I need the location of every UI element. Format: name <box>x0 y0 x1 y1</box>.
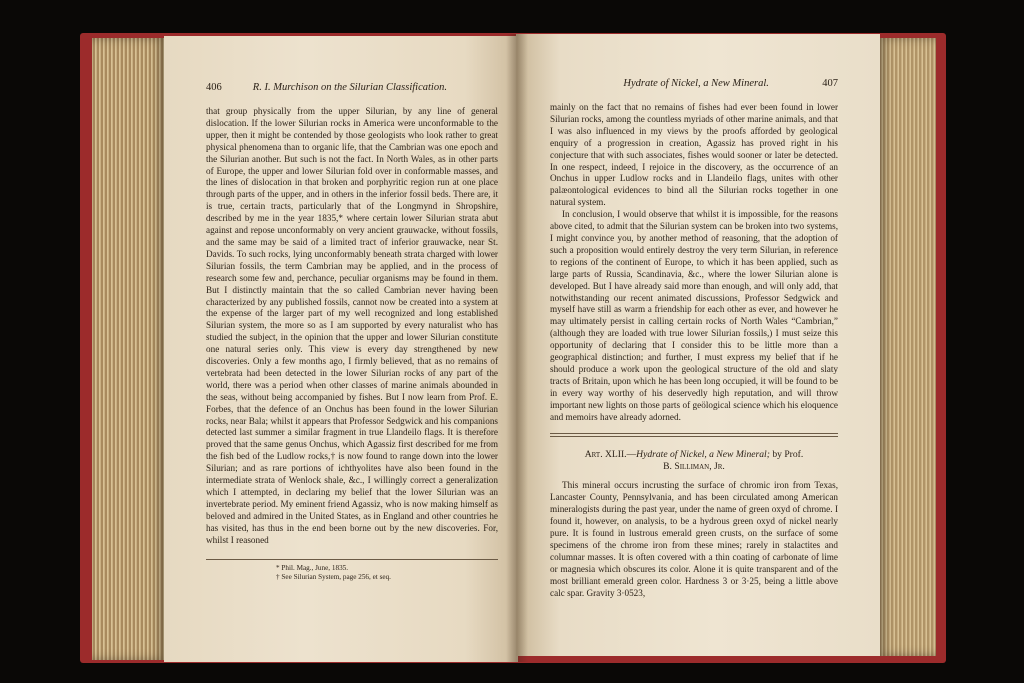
article-heading <box>550 449 838 472</box>
page-edges-left <box>92 38 166 660</box>
right-running-head <box>550 78 838 98</box>
article-body <box>550 480 838 599</box>
page-number-right: 407 <box>822 78 838 89</box>
paragraph: This mineral occurs incrusting the surface of chromic iron from Texas, Lancaster County, Pennsylvania, and has been circulated among American mineralogists during the past year, under the name of green oxyd of chrome. I found it, however, on analysis, to be a hydrous green oxyd of nickel nearly pure. It is found in lustrous emerald green crusts, on the surface of some specimens of the chrome iron from these mines; rarely in stalactites and columnar masses. It is often covered with a thin coating of carbonate of lime or magnesia which obscures its color. Alone it is quite transparent and of the most brilliant emerald green color. Hardness 3 or 3·25, being a little above calc spar. Gravity 3·0523, <box>550 480 838 598</box>
page-number-left: 406 <box>206 82 222 93</box>
gutter-shadow <box>506 34 528 662</box>
footnotes <box>206 564 498 582</box>
right-page <box>516 34 880 656</box>
running-title-left: R. I. Murchison on the Silurian Classification. <box>252 82 447 93</box>
left-body-text <box>206 106 498 547</box>
footnote-rule <box>206 559 498 560</box>
paragraph: mainly on the fact that no remains of fishes had ever been found in lower Silurian rocks, among the countless myriads of other marine animals, and that I was also influenced in my views by the proofs afforded by geological enquiry of a progression in creation, Agassiz has proved right in his conjecture that with such associates, fishes would sooner or later be detected. In one respect, indeed, I rejoice in the discovery, as the occurrence of an Onchus in upper Ludlow rocks and in Llandeilo flags, unites with other palæontological evidences to bind all the Silurian rocks together in one natural system. <box>550 102 838 208</box>
section-divider <box>550 433 838 437</box>
page-edges-right <box>878 38 936 656</box>
article-by: by Prof. <box>769 449 804 461</box>
footnote: † See Silurian System, page 256, et seq. <box>276 572 391 581</box>
paragraph: In conclusion, I would observe that whilst it is impossible, for the reasons above cited, to admit that the Silurian system can be broken into two systems, I might convince you, by another method of reasoning, that the adoption of such a proposition would entirely destroy the very term Silurian, in reference to regions of the continent of Europe, to which it has been applied, such as large parts of Russia, Scandinavia, &c., where the lower Silurian alone is developed. But I have already said more than enough, and will only add, that notwithstanding our recent animated discussions, Professor Sedgwick and myself have still as warm a friendship for each other as ever, and however he may ultimately persist in calling certain rocks of North Wales “Cambrian,” (although they are loaded with true lower Silurian fossils,) I must seize this opportunity of declaring that I consider this to be little more than a geographical distinction; and further, I must express my belief that if he should produce a work upon the geological structure of the old and slaty tracts of Britain, upon which he has been long occupied, it will be found to be in every way worthy of his deservedly high reputation, and will throw important new lights on those parts of geölogical science which his eloquence and memoirs have already adorned. <box>550 209 838 422</box>
right-body-text <box>550 102 838 423</box>
left-page <box>164 36 518 662</box>
article-author: B. Silliman, Jr. <box>663 460 725 472</box>
article-number: Art. XLII.— <box>584 449 637 461</box>
article-title: Hydrate of Nickel, a New Mineral; <box>636 449 770 461</box>
paragraph: that group physically from the upper Silurian, by any line of general dislocation. If the lower Silurian rocks in America were unconformable to the upper, then it might be contended by those geologists who look rather to great physical phenomena than to organic life, that the Cambrian was one epoch and the Silurian another. But such is not the fact. In North Wales, as in other parts of Europe, the upper and lower Silurian fold over in conformable masses, and the lines of dislocation in that broken and porphyritic region run at one place through parts of the upper, and in others in the inferior fossil beds. There are, it is true, certain tracts, particularly that of the Longmynd in Shropshire, described by me in the year 1835,* where certain lower Silurian strata abut against and repose unconformably on very ancient grauwacke, without fossils, and the same may be said of a limited tract of inferior grauwacke, near St. Davids. To such rocks, lying unconformably beneath strata charged with lower Silurian fossils, the term Cambrian may be applied, and in the process of research some few and, perchance, peculiar organisms may be found in them. But I distinctly maintain that the so called Cambrian never having been characterized by any published fossils, cannot now be created into a system at the expense of the larger part of my well recognized and long established Silurian system, the more so as I am supported by every naturalist who has studied the subject, in the opinion that the upper and lower Silurian constitute one natural series only. This view is every day strengthened by new discoveries. Only a few months ago, I firmly believed, that as no remains of vertebrata had been detected in the lower Silurian rocks of any part of the world, there was a period when other classes of marine animals abounded in the seas, without being accompanied by fishes. But I now learn from Prof. E. Forbes, that the defence of an Onchus has been found in the lower Silurian rocks, near Bala; whilst it appears that Professor Sedgwick and his companions detected last summer a similar fragment in true Llandeilo flags. It is therefore proved that the same genus Onchus, which Agassiz first described for me from the fish bed of the Ludlow rocks,† is now found to range down into the lower Silurian; and as rare portions of ichthyolites have also been found in the intermediate strata of Wenlock shale, &c., I willingly correct a generalization which I attempted, in declaring my belief that the lower Silurian was an invertebrate period. My eminent friend Agassiz, who is now making himself as beloved and admired in the United States, as in England and other countries he has visited, has thus in the end been borne out by the new discoveries. For, whilst I reasoned <box>206 106 498 545</box>
left-running-head <box>206 82 498 102</box>
footnote: * Phil. Mag., June, 1835. <box>276 563 349 572</box>
running-title-right: Hydrate of Nickel, a New Mineral. <box>623 78 769 89</box>
